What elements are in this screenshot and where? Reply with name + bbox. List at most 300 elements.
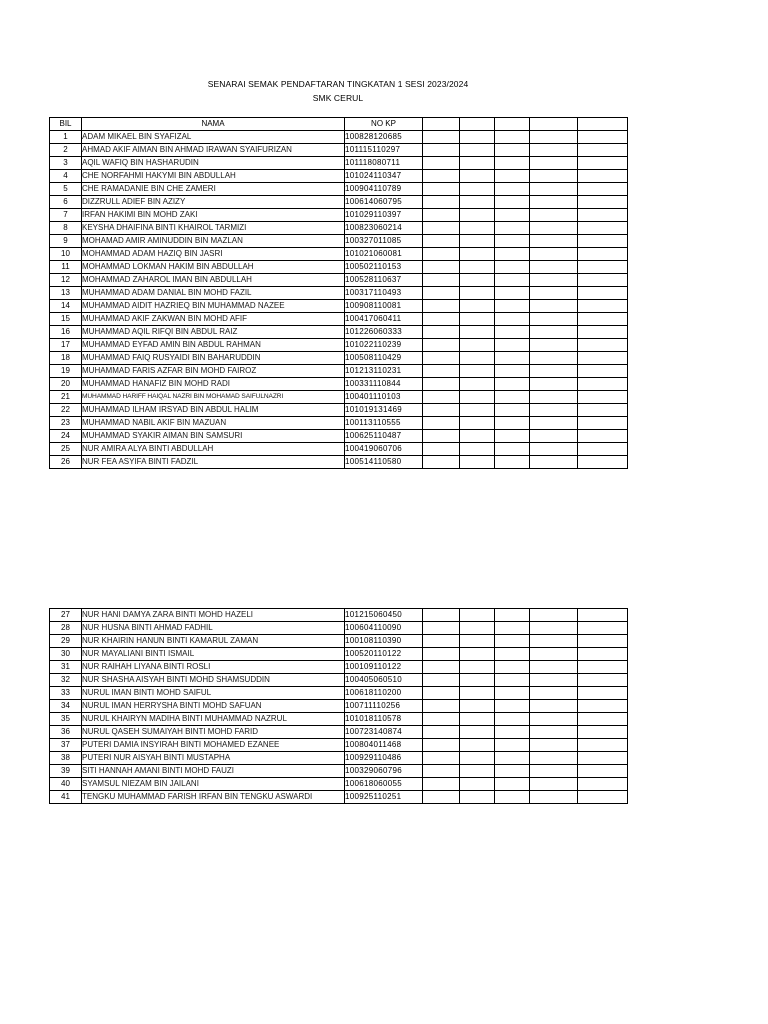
cell-no-kp: 101018110578: [345, 713, 423, 726]
cell-no-kp: 100401110103: [345, 391, 423, 404]
cell-no-kp: 100604110090: [345, 622, 423, 635]
cell-bil: 33: [50, 687, 82, 700]
cell-blank: [460, 391, 495, 404]
cell-blank: [530, 144, 578, 157]
cell-no-kp: 100804011468: [345, 739, 423, 752]
cell-nama: MUHAMMAD HANAFIZ BIN MOHD RADI: [82, 378, 345, 391]
column-header-blank: [460, 118, 495, 131]
cell-bil: 25: [50, 443, 82, 456]
cell-blank: [460, 261, 495, 274]
cell-blank: [495, 752, 530, 765]
cell-blank: [495, 661, 530, 674]
cell-blank: [530, 417, 578, 430]
cell-nama: MUHAMMAD FARIS AZFAR BIN MOHD FAIROZ: [82, 365, 345, 378]
cell-no-kp: 100625110487: [345, 430, 423, 443]
table-row: [50, 222, 628, 235]
cell-nama: NUR HANI DAMYA ZARA BINTI MOHD HAZELI: [82, 609, 345, 622]
cell-bil: 2: [50, 144, 82, 157]
cell-nama: NUR KHAIRIN HANUN BINTI KAMARUL ZAMAN: [82, 635, 345, 648]
table-row: [50, 700, 628, 713]
cell-blank: [423, 274, 460, 287]
cell-blank: [423, 300, 460, 313]
cell-nama: NURUL IMAN HERRYSHA BINTI MOHD SAFUAN: [82, 700, 345, 713]
table-row: [50, 674, 628, 687]
cell-bil: 7: [50, 209, 82, 222]
table-row: [50, 752, 628, 765]
cell-bil: 21: [50, 391, 82, 404]
cell-blank: [578, 196, 628, 209]
cell-bil: 28: [50, 622, 82, 635]
cell-nama: NURUL KHAIRYN MADIHA BINTI MUHAMMAD NAZRUL: [82, 713, 345, 726]
table-row: [50, 170, 628, 183]
cell-blank: [423, 430, 460, 443]
cell-bil: 40: [50, 778, 82, 791]
table-row: [50, 313, 628, 326]
cell-blank: [495, 726, 530, 739]
cell-blank: [530, 713, 578, 726]
cell-blank: [530, 157, 578, 170]
cell-blank: [578, 391, 628, 404]
cell-blank: [495, 144, 530, 157]
cell-blank: [495, 378, 530, 391]
table-row: [50, 235, 628, 248]
cell-blank: [423, 209, 460, 222]
cell-nama: PUTERI DAMIA INSYIRAH BINTI MOHAMED EZANEE: [82, 739, 345, 752]
cell-blank: [530, 365, 578, 378]
table-row: [50, 687, 628, 700]
cell-nama: ADAM MIKAEL BIN SYAFIZAL: [82, 131, 345, 144]
cell-nama: MUHAMMAD AQIL RIFQI BIN ABDUL RAIZ: [82, 326, 345, 339]
cell-no-kp: 100317110493: [345, 287, 423, 300]
cell-blank: [460, 661, 495, 674]
table-row: [50, 144, 628, 157]
cell-blank: [578, 183, 628, 196]
cell-blank: [460, 222, 495, 235]
cell-blank: [578, 274, 628, 287]
cell-blank: [578, 417, 628, 430]
cell-nama: NUR SHASHA AISYAH BINTI MOHD SHAMSUDDIN: [82, 674, 345, 687]
cell-blank: [460, 378, 495, 391]
cell-nama: AHMAD AKIF AIMAN BIN AHMAD IRAWAN SYAIFURIZAN: [82, 144, 345, 157]
cell-blank: [423, 352, 460, 365]
cell-blank: [578, 261, 628, 274]
column-header-blank: [423, 118, 460, 131]
cell-nama: MOHAMAD AMIR AMINUDDIN BIN MAZLAN: [82, 235, 345, 248]
cell-blank: [530, 443, 578, 456]
cell-blank: [495, 456, 530, 469]
cell-blank: [460, 739, 495, 752]
cell-blank: [530, 674, 578, 687]
cell-blank: [578, 765, 628, 778]
cell-blank: [530, 661, 578, 674]
table-row: [50, 300, 628, 313]
cell-blank: [460, 365, 495, 378]
cell-nama: CHE NORFAHMI HAKYMI BIN ABDULLAH: [82, 170, 345, 183]
cell-bil: 9: [50, 235, 82, 248]
cell-blank: [578, 209, 628, 222]
cell-blank: [495, 339, 530, 352]
cell-blank: [530, 791, 578, 804]
cell-blank: [578, 339, 628, 352]
cell-blank: [423, 648, 460, 661]
cell-bil: 1: [50, 131, 82, 144]
cell-blank: [423, 144, 460, 157]
cell-blank: [530, 339, 578, 352]
column-header-nama: NAMA: [82, 118, 345, 131]
cell-blank: [530, 300, 578, 313]
cell-blank: [423, 378, 460, 391]
cell-blank: [530, 183, 578, 196]
cell-blank: [530, 739, 578, 752]
cell-bil: 26: [50, 456, 82, 469]
cell-nama: MUHAMMAD HARIFF HAIQAL NAZRI BIN MOHAMAD SAIFULNAZRI: [82, 391, 345, 404]
cell-blank: [495, 326, 530, 339]
cell-no-kp: 100618110200: [345, 687, 423, 700]
cell-nama: MUHAMMAD AIDIT HAZRIEQ BIN MUHAMMAD NAZEE: [82, 300, 345, 313]
cell-nama: NUR HUSNA BINTI AHMAD FADHIL: [82, 622, 345, 635]
column-header-blank: [578, 118, 628, 131]
cell-blank: [460, 326, 495, 339]
cell-blank: [578, 648, 628, 661]
cell-blank: [495, 313, 530, 326]
cell-blank: [460, 456, 495, 469]
cell-no-kp: 100331110844: [345, 378, 423, 391]
cell-no-kp: 100528110637: [345, 274, 423, 287]
cell-blank: [460, 235, 495, 248]
cell-blank: [423, 339, 460, 352]
table-row: [50, 339, 628, 352]
cell-blank: [578, 622, 628, 635]
cell-blank: [423, 326, 460, 339]
cell-blank: [495, 196, 530, 209]
cell-nama: DIZZRULL ADIEF BIN AZIZY: [82, 196, 345, 209]
cell-no-kp: 101115110297: [345, 144, 423, 157]
table-row: [50, 726, 628, 739]
cell-no-kp: 100108110390: [345, 635, 423, 648]
cell-blank: [530, 248, 578, 261]
cell-blank: [495, 430, 530, 443]
cell-blank: [495, 157, 530, 170]
cell-no-kp: 101215060450: [345, 609, 423, 622]
cell-blank: [495, 791, 530, 804]
table-row: [50, 378, 628, 391]
cell-blank: [495, 391, 530, 404]
cell-blank: [423, 635, 460, 648]
cell-nama: MUHAMMAD ADAM DANIAL BIN MOHD FAZIL: [82, 287, 345, 300]
cell-blank: [578, 157, 628, 170]
cell-blank: [495, 183, 530, 196]
cell-blank: [578, 430, 628, 443]
cell-bil: 13: [50, 287, 82, 300]
table-row: [50, 157, 628, 170]
cell-bil: 4: [50, 170, 82, 183]
cell-blank: [530, 752, 578, 765]
cell-blank: [423, 791, 460, 804]
cell-blank: [423, 456, 460, 469]
cell-bil: 19: [50, 365, 82, 378]
cell-blank: [495, 700, 530, 713]
table-row: [50, 778, 628, 791]
cell-blank: [460, 209, 495, 222]
cell-no-kp: 101024110347: [345, 170, 423, 183]
cell-blank: [423, 313, 460, 326]
cell-blank: [530, 261, 578, 274]
cell-bil: 36: [50, 726, 82, 739]
cell-blank: [423, 622, 460, 635]
cell-blank: [460, 183, 495, 196]
cell-blank: [460, 417, 495, 430]
cell-blank: [530, 391, 578, 404]
cell-no-kp: 101226060333: [345, 326, 423, 339]
cell-blank: [530, 352, 578, 365]
cell-blank: [460, 765, 495, 778]
cell-blank: [460, 157, 495, 170]
cell-no-kp: 100405060510: [345, 674, 423, 687]
cell-nama: MOHAMMAD LOKMAN HAKIM BIN ABDULLAH: [82, 261, 345, 274]
cell-nama: NUR RAIHAH LIYANA BINTI ROSLI: [82, 661, 345, 674]
cell-blank: [530, 287, 578, 300]
cell-blank: [495, 648, 530, 661]
student-rows: [50, 609, 628, 804]
cell-blank: [530, 622, 578, 635]
cell-nama: PUTERI NUR AISYAH BINTI MUSTAPHA: [82, 752, 345, 765]
cell-blank: [578, 674, 628, 687]
cell-no-kp: 101019131469: [345, 404, 423, 417]
cell-blank: [530, 222, 578, 235]
table-row: [50, 443, 628, 456]
student-table-1: [49, 117, 628, 469]
cell-nama: NUR FEA ASYIFA BINTI FADZIL: [82, 456, 345, 469]
cell-blank: [578, 404, 628, 417]
cell-no-kp: 100925110251: [345, 791, 423, 804]
cell-blank: [460, 170, 495, 183]
cell-blank: [578, 352, 628, 365]
cell-nama: MUHAMMAD FAIQ RUSYAIDI BIN BAHARUDDIN: [82, 352, 345, 365]
cell-no-kp: 100419060706: [345, 443, 423, 456]
cell-blank: [495, 417, 530, 430]
column-header-no-kp: NO KP: [345, 118, 423, 131]
cell-blank: [530, 404, 578, 417]
cell-blank: [578, 456, 628, 469]
cell-blank: [578, 778, 628, 791]
cell-bil: 22: [50, 404, 82, 417]
cell-blank: [460, 791, 495, 804]
cell-blank: [578, 687, 628, 700]
cell-blank: [423, 609, 460, 622]
cell-blank: [495, 287, 530, 300]
cell-blank: [495, 274, 530, 287]
cell-blank: [460, 131, 495, 144]
cell-bil: 16: [50, 326, 82, 339]
cell-bil: 39: [50, 765, 82, 778]
cell-nama: MUHAMMAD ILHAM IRSYAD BIN ABDUL HALIM: [82, 404, 345, 417]
table-row: [50, 430, 628, 443]
table-row: [50, 765, 628, 778]
cell-blank: [423, 365, 460, 378]
cell-blank: [495, 352, 530, 365]
cell-blank: [423, 443, 460, 456]
cell-nama: CHE RAMADANIE BIN CHE ZAMERI: [82, 183, 345, 196]
cell-blank: [423, 196, 460, 209]
table-row: [50, 352, 628, 365]
cell-blank: [495, 622, 530, 635]
cell-blank: [530, 209, 578, 222]
cell-blank: [495, 713, 530, 726]
table-row: [50, 417, 628, 430]
cell-blank: [578, 791, 628, 804]
cell-blank: [530, 726, 578, 739]
cell-blank: [460, 248, 495, 261]
cell-blank: [530, 765, 578, 778]
document-title: SENARAI SEMAK PENDAFTARAN TINGKATAN 1 SESI 2023/2024: [207, 79, 469, 89]
cell-blank: [460, 404, 495, 417]
cell-no-kp: 100723140874: [345, 726, 423, 739]
cell-blank: [460, 443, 495, 456]
table-row: [50, 713, 628, 726]
cell-blank: [495, 170, 530, 183]
cell-blank: [423, 157, 460, 170]
cell-blank: [460, 313, 495, 326]
cell-no-kp: 101213110231: [345, 365, 423, 378]
cell-no-kp: 100113110555: [345, 417, 423, 430]
cell-blank: [578, 365, 628, 378]
cell-nama: KEYSHA DHAIFINA BINTI KHAIROL TARMIZI: [82, 222, 345, 235]
cell-blank: [495, 261, 530, 274]
cell-blank: [423, 687, 460, 700]
cell-blank: [495, 687, 530, 700]
cell-blank: [460, 752, 495, 765]
cell-blank: [460, 778, 495, 791]
cell-blank: [578, 170, 628, 183]
cell-no-kp: 100502110153: [345, 261, 423, 274]
cell-bil: 12: [50, 274, 82, 287]
table-row: [50, 791, 628, 804]
cell-blank: [460, 196, 495, 209]
cell-no-kp: 100828120685: [345, 131, 423, 144]
cell-blank: [495, 778, 530, 791]
cell-nama: MUHAMMAD EYFAD AMIN BIN ABDUL RAHMAN: [82, 339, 345, 352]
cell-bil: 37: [50, 739, 82, 752]
table-row: [50, 131, 628, 144]
cell-no-kp: 100618060055: [345, 778, 423, 791]
cell-no-kp: 100823060214: [345, 222, 423, 235]
cell-no-kp: 100929110486: [345, 752, 423, 765]
cell-blank: [460, 352, 495, 365]
cell-blank: [578, 443, 628, 456]
cell-no-kp: 100904110789: [345, 183, 423, 196]
cell-nama: MUHAMMAD AKIF ZAKWAN BIN MOHD AFIF: [82, 313, 345, 326]
cell-blank: [495, 609, 530, 622]
cell-blank: [495, 248, 530, 261]
cell-blank: [423, 752, 460, 765]
cell-blank: [578, 222, 628, 235]
cell-blank: [423, 404, 460, 417]
cell-no-kp: 100520110122: [345, 648, 423, 661]
cell-blank: [530, 635, 578, 648]
cell-bil: 41: [50, 791, 82, 804]
cell-blank: [578, 609, 628, 622]
table-row: [50, 248, 628, 261]
cell-blank: [423, 222, 460, 235]
column-header-bil: BIL: [50, 118, 82, 131]
table-row: [50, 739, 628, 752]
cell-no-kp: 101021060081: [345, 248, 423, 261]
cell-bil: 20: [50, 378, 82, 391]
cell-blank: [530, 609, 578, 622]
cell-blank: [495, 222, 530, 235]
cell-no-kp: 100614060795: [345, 196, 423, 209]
cell-blank: [578, 235, 628, 248]
cell-blank: [423, 391, 460, 404]
cell-blank: [495, 300, 530, 313]
table-row: [50, 404, 628, 417]
cell-blank: [423, 713, 460, 726]
cell-blank: [423, 235, 460, 248]
cell-blank: [578, 313, 628, 326]
cell-bil: 18: [50, 352, 82, 365]
cell-blank: [495, 365, 530, 378]
table-row: [50, 648, 628, 661]
cell-blank: [495, 404, 530, 417]
cell-no-kp: 100711110256: [345, 700, 423, 713]
cell-blank: [423, 739, 460, 752]
table-row: [50, 609, 628, 622]
cell-blank: [460, 687, 495, 700]
cell-blank: [530, 687, 578, 700]
cell-blank: [530, 430, 578, 443]
table-row: [50, 326, 628, 339]
cell-no-kp: 101022110239: [345, 339, 423, 352]
cell-blank: [530, 778, 578, 791]
table-row: [50, 196, 628, 209]
cell-blank: [423, 417, 460, 430]
cell-blank: [423, 261, 460, 274]
cell-bil: 23: [50, 417, 82, 430]
cell-blank: [530, 131, 578, 144]
cell-blank: [460, 622, 495, 635]
cell-blank: [423, 661, 460, 674]
cell-blank: [495, 443, 530, 456]
cell-blank: [460, 609, 495, 622]
column-header-blank: [495, 118, 530, 131]
cell-nama: NUR MAYALIANI BINTI ISMAIL: [82, 648, 345, 661]
table-row: [50, 183, 628, 196]
school-name: SMK CERUL: [312, 93, 364, 103]
cell-no-kp: 100514110580: [345, 456, 423, 469]
cell-blank: [460, 674, 495, 687]
cell-blank: [578, 635, 628, 648]
cell-blank: [495, 674, 530, 687]
cell-bil: 5: [50, 183, 82, 196]
cell-blank: [495, 765, 530, 778]
cell-blank: [423, 131, 460, 144]
cell-blank: [460, 300, 495, 313]
cell-no-kp: 101029110397: [345, 209, 423, 222]
table-row: [50, 274, 628, 287]
cell-blank: [530, 196, 578, 209]
table-row: [50, 365, 628, 378]
cell-bil: 32: [50, 674, 82, 687]
table-row: [50, 456, 628, 469]
cell-blank: [460, 274, 495, 287]
cell-blank: [495, 235, 530, 248]
cell-bil: 38: [50, 752, 82, 765]
cell-bil: 24: [50, 430, 82, 443]
cell-blank: [578, 713, 628, 726]
table-row: [50, 261, 628, 274]
cell-bil: 10: [50, 248, 82, 261]
cell-nama: MUHAMMAD NABIL AKIF BIN MAZUAN: [82, 417, 345, 430]
